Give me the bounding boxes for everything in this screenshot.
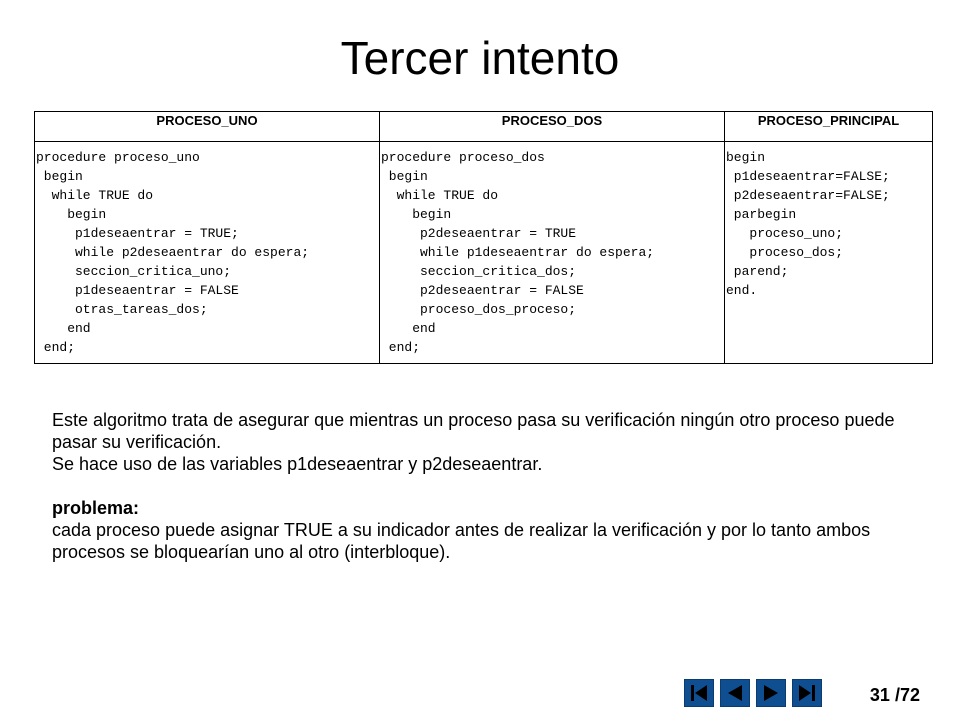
variables-paragraph: Se hace uso de las variables p1deseaentrar y p2deseaentrar. (52, 454, 543, 474)
code-proceso-principal: begin p1deseaentrar=FALSE; p2deseaentrar=FALSE; parbegin proceso_uno; proceso_dos; parend; end. (726, 150, 890, 298)
spacer (52, 475, 912, 497)
code-cell-proceso-uno (35, 142, 380, 364)
column-header-proceso-dos: PROCESO_DOS (380, 112, 725, 142)
previous-slide-icon (724, 683, 746, 703)
previous-slide-button[interactable] (720, 679, 750, 707)
next-slide-button[interactable] (756, 679, 786, 707)
column-header-proceso-uno: PROCESO_UNO (35, 112, 380, 142)
column-header-proceso-principal: PROCESO_PRINCIPAL (725, 112, 933, 142)
total-pages: /72 (894, 685, 920, 705)
current-page: 31 (869, 685, 890, 705)
problem-text: cada proceso puede asignar TRUE a su indicador antes de realizar la verificación y por lo tanto ambos procesos se bloquearían uno al otro (interbloque). (52, 520, 871, 562)
code-proceso-dos: procedure proceso_dos begin while TRUE do begin p2deseaentrar = TRUE while p1deseaentrar do espera; seccion_critica_dos; p2deseaentrar = FALSE proceso_dos_proceso; end end; (381, 150, 655, 355)
first-slide-icon (688, 683, 710, 703)
table-row (35, 142, 933, 364)
page-counter (870, 685, 920, 706)
next-slide-icon (760, 683, 782, 703)
code-cell-proceso-dos (380, 142, 725, 364)
problem-label: problema: (52, 498, 140, 518)
first-slide-button[interactable] (684, 679, 714, 707)
last-slide-icon (796, 683, 818, 703)
slide-navigation (684, 679, 822, 707)
code-cell-proceso-principal (725, 142, 933, 364)
explanation-text (52, 409, 912, 563)
last-slide-button[interactable] (792, 679, 822, 707)
table-header-row (35, 112, 933, 142)
code-proceso-uno: procedure proceso_uno begin while TRUE do begin p1deseaentrar = TRUE; while p2deseaentrar do espera; seccion_critica_uno; p1deseaentrar = FALSE otras_tareas_dos; end end; (36, 150, 310, 355)
code-table (34, 111, 933, 364)
explanation-paragraph: Este algoritmo trata de asegurar que mientras un proceso pasa su verificación ningún otro proceso puede pasar su verificación. (52, 410, 895, 452)
slide-title: Tercer intento (340, 32, 620, 84)
